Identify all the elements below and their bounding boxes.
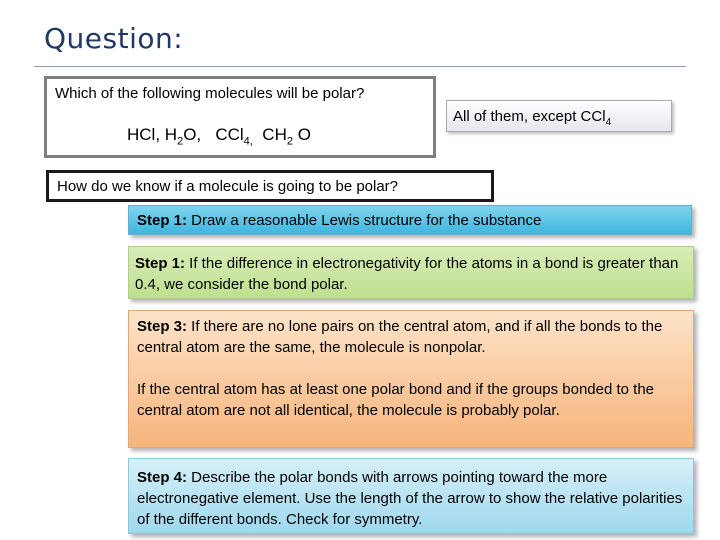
answer-box (446, 100, 672, 132)
step-text: Draw a reasonable Lewis structure for the substance (187, 212, 542, 229)
answer-text: All of them, except CCl (453, 108, 606, 125)
step-4-arrows-box (128, 458, 694, 534)
step-text-polar: If the central atom has at least one polar bond and if the groups bonded to the central atom are not all identical, the molecule is probably polar. (137, 381, 655, 419)
molecule-ccl4: CCl$_{4,}$ (215, 125, 253, 148)
step-1-lewis-box (128, 205, 692, 235)
step-text: Describe the polar bonds with arrows pointing toward the more electronegative element. Use the length of the arrow to show the relative polarities of the different bonds. Check for symmetry. (137, 469, 683, 528)
question-box (44, 76, 436, 158)
page-title: Question: (44, 22, 184, 55)
step-3-geometry-box (128, 310, 694, 448)
step-text: If the difference in electronegativity for the atoms in a bond is greater than 0.4, we consider the bond polar. (135, 255, 679, 293)
molecule-ch2o: $CH_2$ O (262, 125, 311, 148)
step-label: Step 1: (137, 212, 188, 229)
step-label: Step 4: (137, 469, 188, 486)
molecule-h2o: HCl, $H_2O$, (127, 125, 202, 148)
step-text: If there are no lone pairs on the central atom, and if all the bonds to the central atom are the same, the molecule is nonpolar. (137, 318, 663, 356)
step-label: Step 1: (135, 255, 186, 272)
step-electronegativity-box (128, 246, 694, 299)
question-prompt: Which of the following molecules will be polar? (55, 85, 365, 102)
answer-subscript: 4 (605, 117, 612, 128)
how-question-box: How do we know if a molecule is going to be polar? (46, 170, 494, 202)
title-divider (34, 66, 686, 67)
step-label: Step 3: (137, 318, 188, 335)
molecule-list (127, 125, 311, 147)
